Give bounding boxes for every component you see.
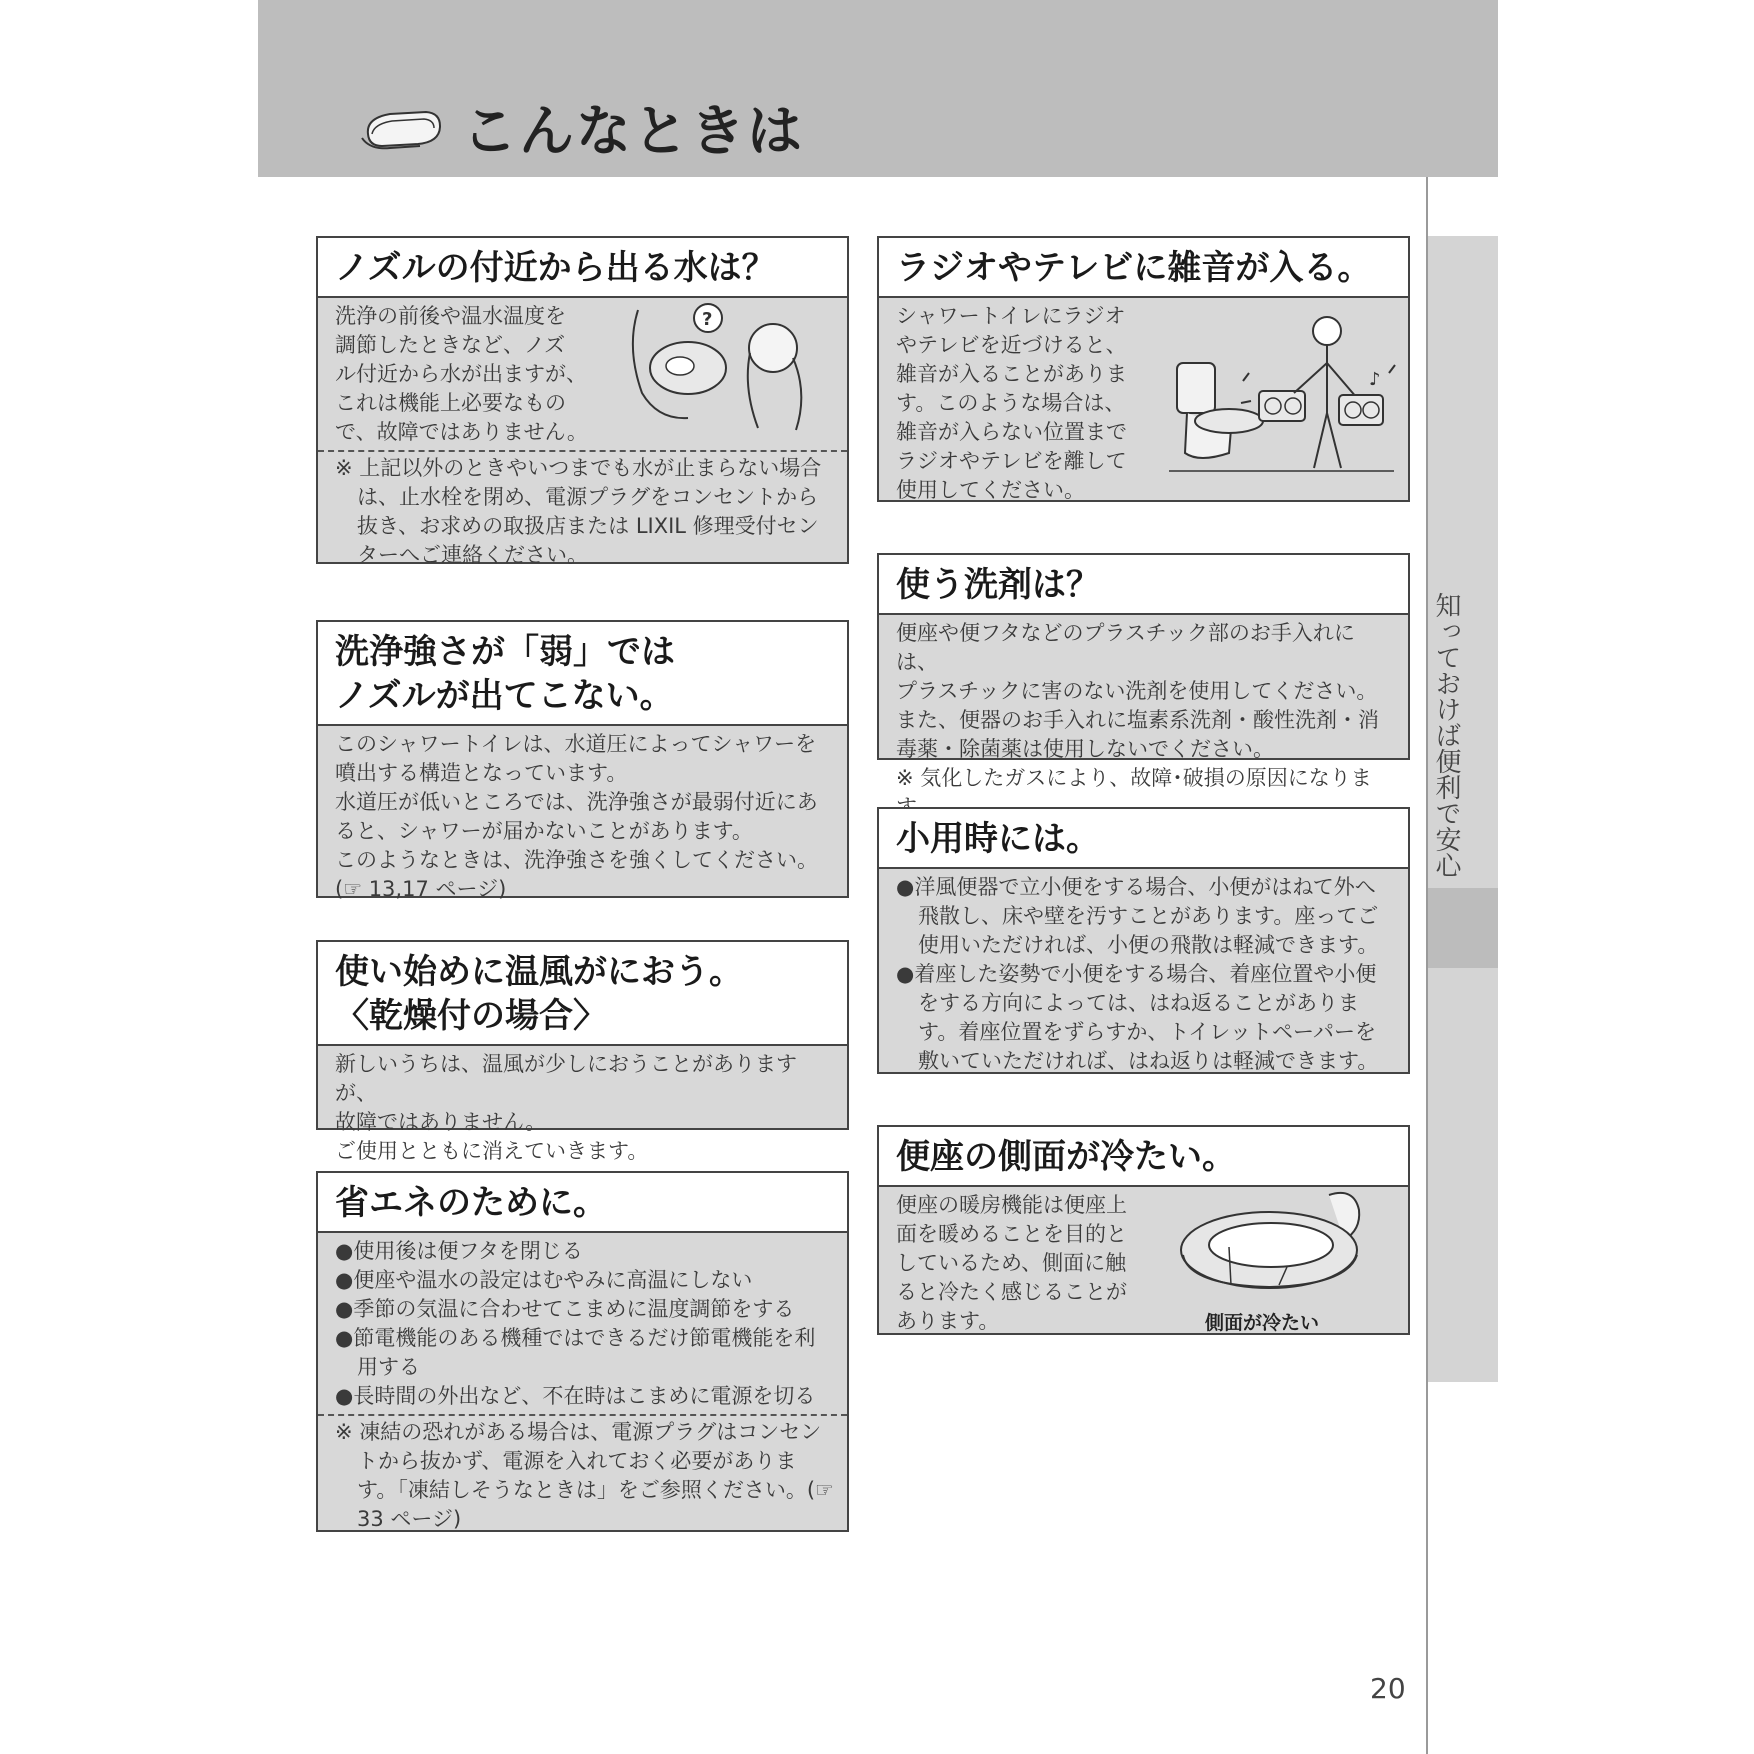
weak-wash-line: このようなときは、洗浄強さを強くしてください。: [335, 848, 818, 872]
energy-saving-item: ●使用後は便フタを閉じる: [335, 1239, 583, 1263]
weak-wash-heading-2: ノズルが出てこない。: [335, 676, 674, 716]
warm-air-heading-2: 〈乾燥付の場合〉: [335, 996, 607, 1036]
energy-saving-item: ●便座や温水の設定はむやみに高温にしない: [335, 1268, 753, 1292]
toilet-seat-illustration: [1179, 1185, 1409, 1295]
energy-saving-box: [316, 1171, 849, 1532]
seat-side-line: 便座の暖房機能は便座上: [896, 1193, 1127, 1217]
nozzle-water-box: [316, 236, 849, 567]
nozzle-water-line: これは機能上必要なもの: [335, 391, 566, 415]
nozzle-water-line: 調節したときなど、ノズ: [335, 333, 566, 357]
weak-wash-box: [316, 620, 849, 901]
weak-wash-line: ると、シャワーが届かないことがあります。: [335, 819, 753, 843]
side-tab-label: 知っておけば便利で安心: [1431, 592, 1461, 878]
header-band: [258, 0, 1498, 177]
detergent-line: また、便器のお手入れに塩素系洗剤・酸性洗剤・消: [896, 708, 1379, 732]
energy-saving-item: ●季節の気温に合わせてこまめに温度調節をする: [335, 1297, 795, 1321]
urination-item: ●着座した姿勢で小便をする場合、着座位置や小便をする方向によっては、はね返ることがあります。着座位置をずらすか、トイレットペーパーを敷いていただければ、はね返りは軽減できます。: [896, 962, 1379, 1073]
radio-tv-line: す。このような場合は、: [896, 391, 1126, 415]
weak-wash-line: 噴出する構造となっています。: [335, 761, 628, 785]
weak-wash-heading-1: 洗浄強さが「弱」では: [335, 632, 675, 672]
energy-saving-note: ※ 凍結の恐れがある場合は、電源プラグはコンセントから抜かず、電源を入れておく必要があります。「凍結しそうなときは」をご参照ください。(☞ 33 ページ): [335, 1420, 834, 1531]
detergent-heading: 使う洗剤は？: [879, 555, 1408, 615]
warm-air-line: ご使用とともに消えていきます。: [335, 1139, 649, 1163]
energy-saving-item: ●長時間の外出など、不在時はこまめに電源を切る: [335, 1384, 816, 1408]
side-tab-marker: [1428, 888, 1498, 968]
radio-tv-line: 雑音が入らない位置まで: [896, 420, 1127, 444]
nozzle-water-heading: ノズルの付近から出る水は？: [318, 238, 847, 298]
seat-side-box: [877, 1125, 1410, 1335]
detergent-box: [877, 553, 1410, 790]
radio-tv-line: シャワートイレにラジオ: [896, 304, 1126, 328]
detergent-line: プラスチックに害のない洗剤を使用してください。: [896, 679, 1378, 703]
radio-tv-line: 雑音が入ることがありま: [896, 362, 1127, 386]
energy-saving-heading: 省エネのために。: [318, 1173, 847, 1233]
urination-box: [877, 807, 1410, 1074]
svg-text:♪: ♪: [1369, 369, 1381, 390]
nozzle-water-line: ル付近から水が出ますが、: [335, 362, 587, 386]
page-title: こんなときは: [462, 99, 805, 163]
radio-tv-line: 使用してください。: [896, 478, 1085, 502]
nozzle-water-note: ※ 上記以外のときやいつまでも水が止まらない場合は、止水栓を閉め、電源プラグをコンセントから抜き、お求めの取扱店または LIXIL 修理受付センターへご連絡ください。: [335, 456, 822, 567]
weak-wash-line: このシャワートイレは、水道圧によってシャワーを: [335, 732, 817, 756]
seat-side-line: あります。: [896, 1309, 1000, 1333]
energy-saving-item: ●節電機能のある機種ではできるだけ節電機能を利用する: [335, 1326, 816, 1379]
warm-air-box: [316, 940, 849, 1163]
seat-side-caption: 側面が冷たい: [1205, 1312, 1320, 1334]
page-reference: (☞ 13,17 ページ): [335, 877, 507, 901]
toilet-seat-icon: [360, 104, 444, 154]
nozzle-water-line: 洗浄の前後や温水温度を: [335, 304, 566, 328]
urination-heading: 小用時には。: [879, 809, 1408, 869]
toilet-nozzle-illustration: [618, 298, 818, 438]
weak-wash-line: 水道圧が低いところでは、洗浄強さが最弱付近にあ: [335, 790, 818, 814]
radio-interference-illustration: [1169, 303, 1399, 493]
seat-side-line: しているため、側面に触: [896, 1251, 1127, 1275]
page-number: 20: [1370, 1672, 1406, 1705]
nozzle-water-line: で、故障ではありません。: [335, 420, 588, 444]
seat-side-heading: 便座の側面が冷たい。: [879, 1127, 1408, 1187]
radio-tv-line: ラジオやテレビを離して: [896, 449, 1127, 473]
svg-text:?: ?: [702, 309, 713, 330]
detergent-line: 便座や便フタなどのプラスチック部のお手入れには、: [896, 621, 1355, 674]
radio-tv-heading: ラジオやテレビに雑音が入る。: [879, 238, 1408, 298]
warm-air-heading-1: 使い始めに温風がにおう。: [335, 952, 743, 992]
dashed-divider: [318, 1414, 847, 1416]
seat-side-line: ると冷たく感じることが: [896, 1280, 1127, 1304]
radio-tv-box: [877, 236, 1410, 502]
dashed-divider: [318, 450, 847, 452]
warm-air-line: 新しいうちは、温風が少しにおうことがありますが、: [335, 1052, 797, 1105]
warm-air-line: 故障ではありません。: [335, 1110, 547, 1134]
detergent-line: 毒薬・除菌薬は使用しないでください。: [896, 737, 1274, 761]
radio-tv-line: やテレビを近づけると、: [896, 333, 1127, 357]
detergent-note: ※ 気化したガスにより、故障･破損の原因になりま: [896, 766, 1372, 790]
seat-side-line: 面を暖めることを目的と: [896, 1222, 1127, 1246]
urination-item: ●洋風便器で立小便をする場合、小便がはねて外へ飛散し、床や壁を汚すことがあります。座ってご使用いただければ、小便の飛散は軽減できます。: [896, 875, 1379, 957]
